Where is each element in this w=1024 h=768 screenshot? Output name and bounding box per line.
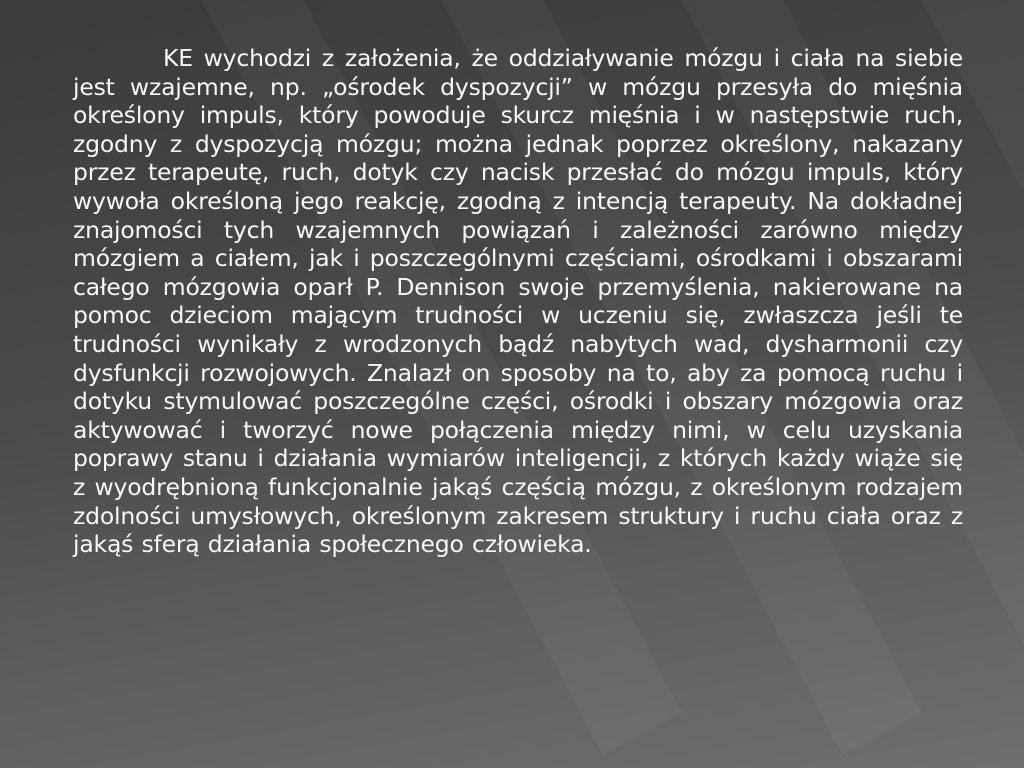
slide-body-paragraph: KE wychodzi z założenia, że oddziaływanie mózgu i ciała na siebie jest wzajemne, np. „ośrodek dyspozycji” w mózgu przesyła do mięśnia określony impuls, który powoduje skurcz mięśnia i w następstwie ruch, zgodny z dyspozycją mózgu; można jednak poprzez określony, nakazany przez terapeutę, ruch, dotyk czy nacisk przesłać do mózgu impuls, który wywoła określoną jego reakcję, zgodną z intencją terapeuty. Na dokładnej znajomości tych wzajemnych powiązań i zależności zarówno między mózgiem a ciałem, jak i poszczególnymi częściami, ośrodkami i obszarami całego mózgowia oparł P. Dennison swoje przemyślenia, nakierowane na pomoc dzieciom mającym trudności w uczeniu się, zwłaszcza jeśli te trudności wynikały z wrodzonych bądź nabytych wad, dysharmonii czy dysfunkcji rozwojowych. Znalazł on sposoby na to, aby za pomocą ruchu i dotyku stymulować poszczególne części, ośrodki i obszary mózgowia oraz aktywować i tworzyć nowe połączenia między nimi, w celu uzyskania poprawy stanu i działania wymiarów inteligencji, z których każdy wiąże się z wyodrębnioną funkcjonalnie jakąś częścią mózgu, z określonym rodzajem zdolności umysłowych, określonym zakresem struktury i ruchu ciała oraz z jakąś sferą działania społecznego człowieka. [73,44,963,559]
